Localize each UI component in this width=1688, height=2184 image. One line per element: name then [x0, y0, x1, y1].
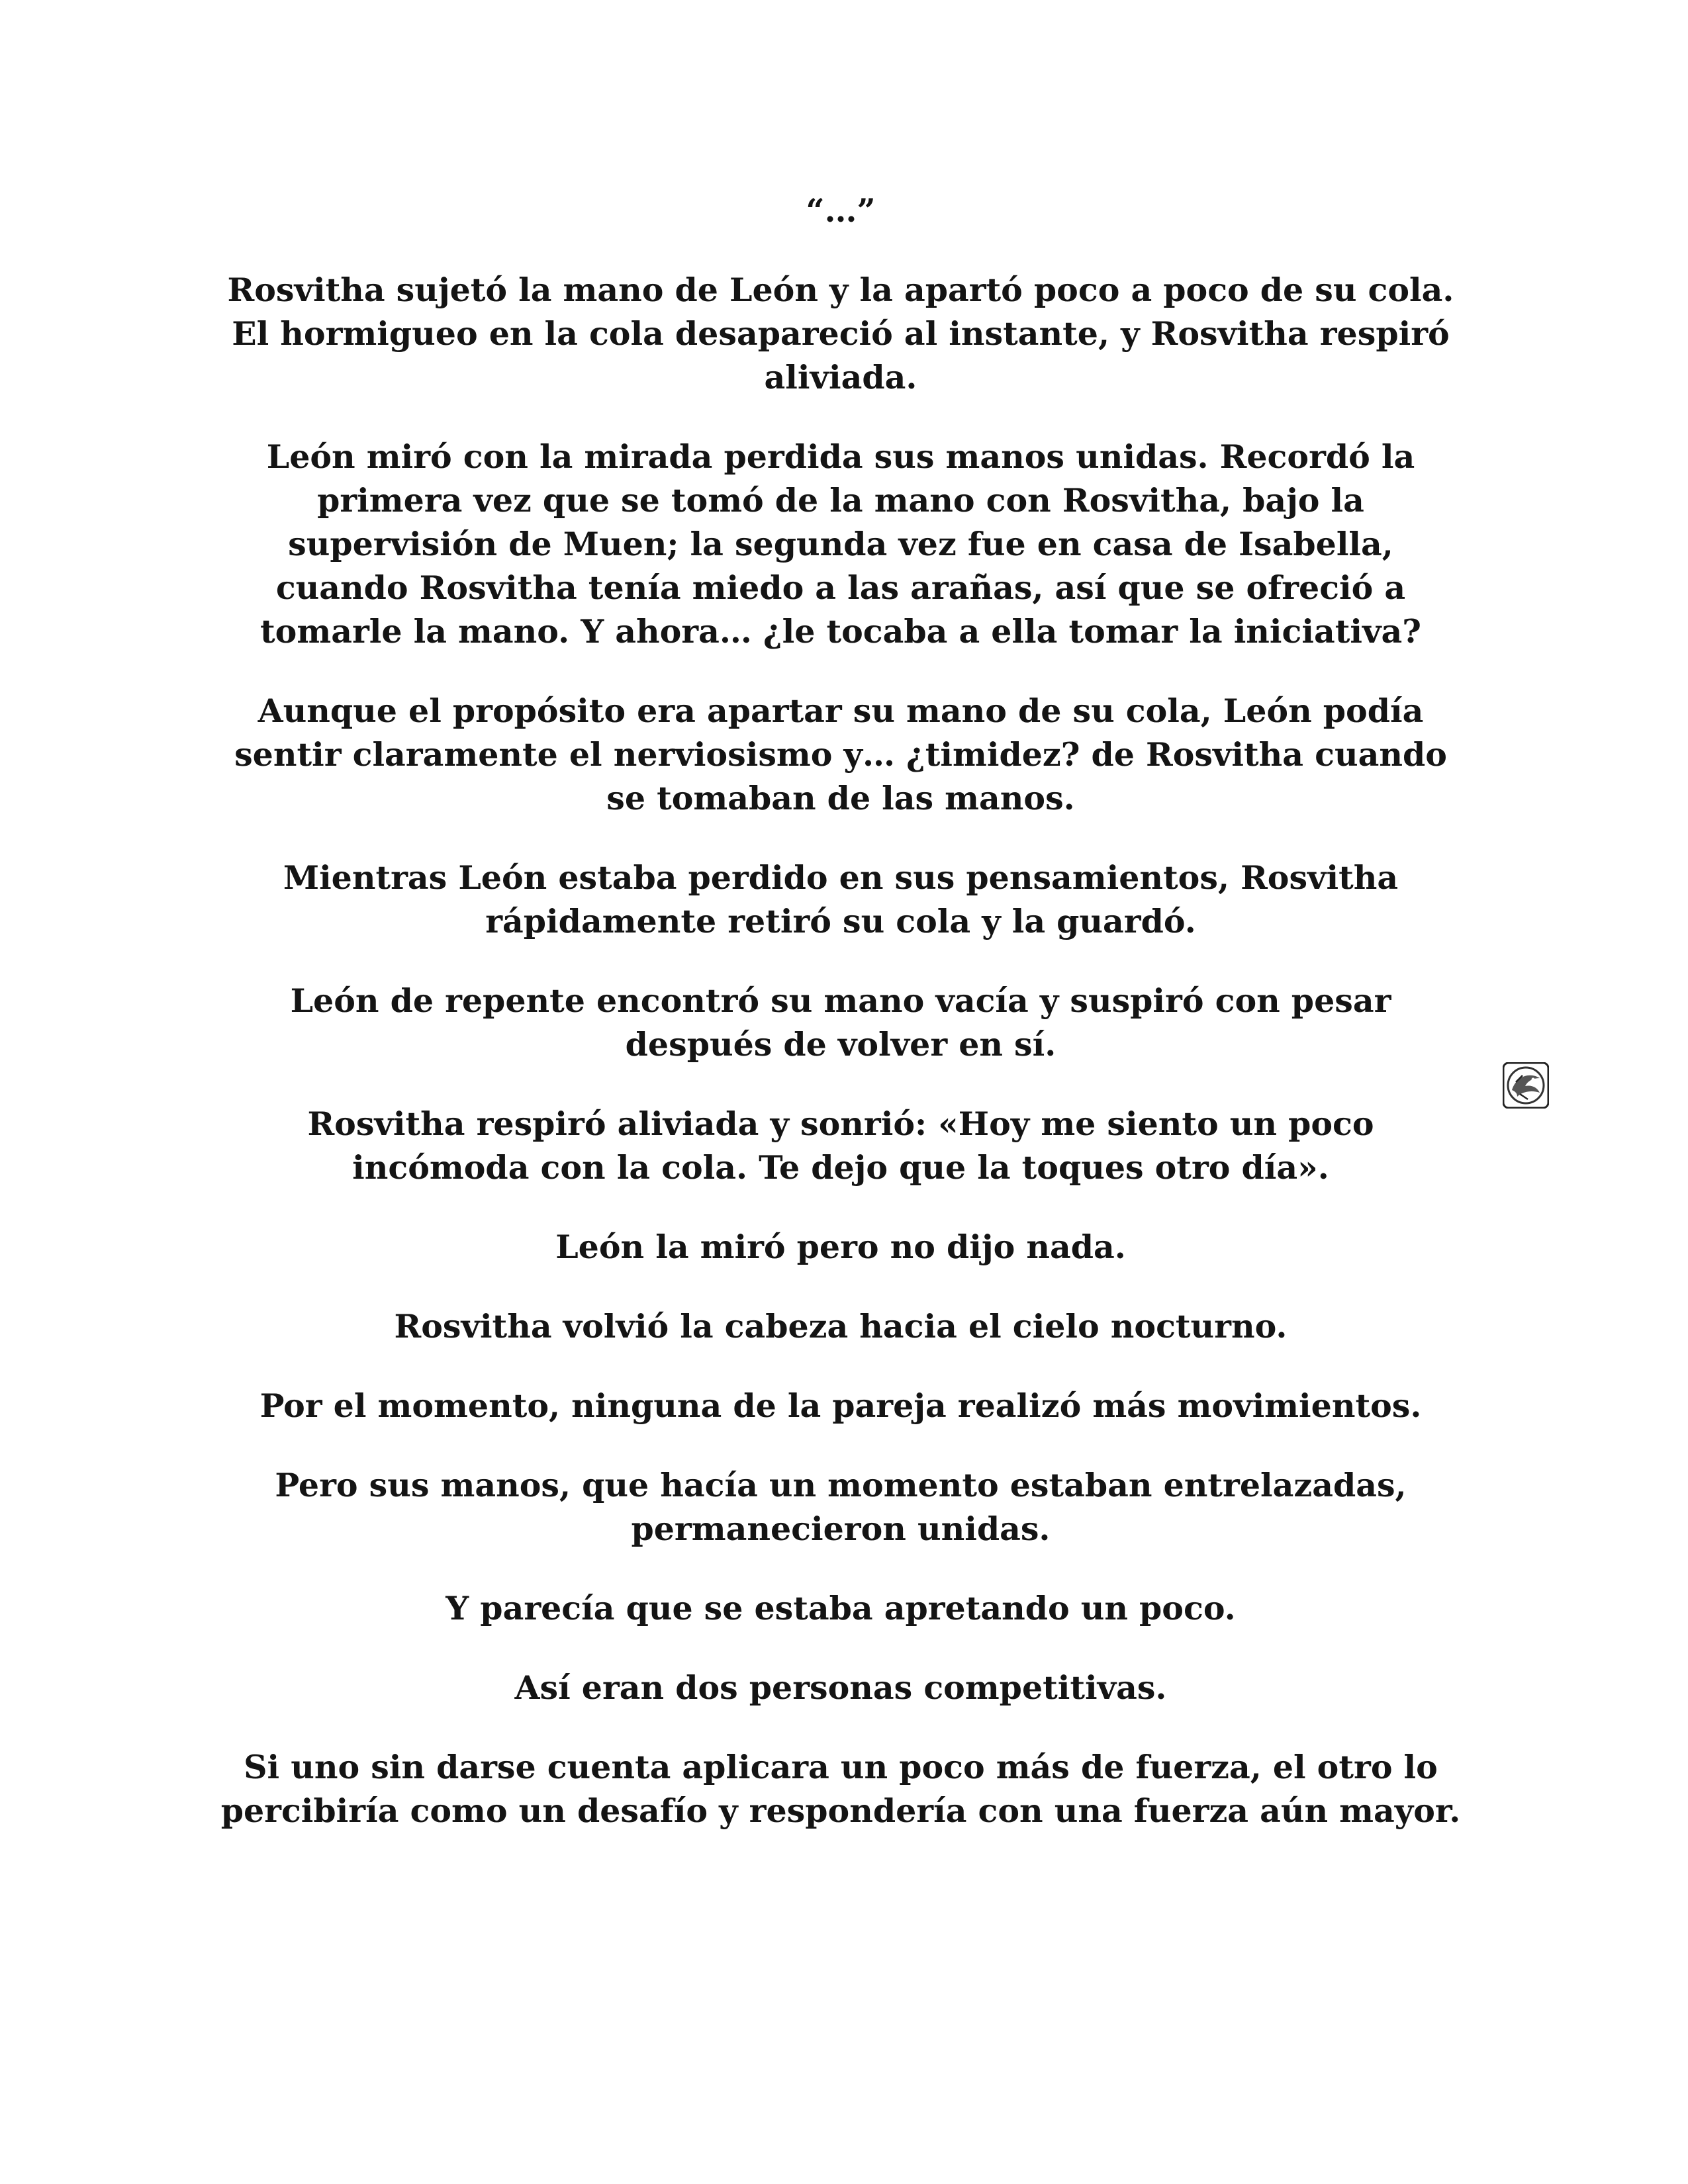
paragraph: Pero sus manos, que hacía un momento estaban entrelazadas, permanecieron unidas. — [275, 1466, 1407, 1548]
paragraph: Aunque el propósito era apartar su mano de su cola, León podía sentir claramente el nerviosismo y… ¿timidez? de Rosvitha cuando se tomaban de las manos. — [234, 692, 1447, 817]
page-text — [218, 189, 1463, 1868]
paragraph: Rosvitha respiró aliviada y sonrió: «Hoy me siento un poco incómoda con la cola. Te dejo que la toques otro día». — [307, 1105, 1374, 1187]
paragraph: León miró con la mirada perdida sus manos unidas. Recordó la primera vez que se tomó de la mano con Rosvitha, bajo la supervisión de Muen; la segunda vez fue en casa de Isabella, cuando Rosvitha tenía miedo a las arañas, así que se ofreció a tomarle la mano. Y ahora… ¿le tocaba a ella tomar la iniciativa? — [260, 437, 1421, 651]
paragraph: Y parecía que se estaba apretando un poco. — [445, 1589, 1236, 1627]
paragraph: Así eran dos personas competitivas. — [514, 1668, 1167, 1707]
paragraph: Rosvitha volvió la cabeza hacia el cielo nocturno. — [394, 1307, 1288, 1345]
dragon-emblem-icon — [1503, 1062, 1549, 1109]
paragraph: León de repente encontró su mano vacía y suspiró con pesar después de volver en sí. — [290, 981, 1391, 1064]
paragraph: Por el momento, ninguna de la pareja realizó más movimientos. — [259, 1387, 1422, 1425]
paragraph: Si uno sin darse cuenta aplicara un poco más de fuerza, el otro lo percibiría como un desafío y respondería con una fuerza aún mayor. — [220, 1748, 1461, 1830]
paragraph-ellipsis: “…” — [806, 191, 876, 230]
paragraph: Rosvitha sujetó la mano de León y la apartó poco a poco de su cola. El hormigueo en la cola desapareció al instante, y Rosvitha respiró aliviada. — [227, 271, 1454, 396]
paragraph: Mientras León estaba perdido en sus pensamientos, Rosvitha rápidamente retiró su cola y la guardó. — [283, 858, 1399, 940]
paragraph: León la miró pero no dijo nada. — [555, 1228, 1126, 1266]
